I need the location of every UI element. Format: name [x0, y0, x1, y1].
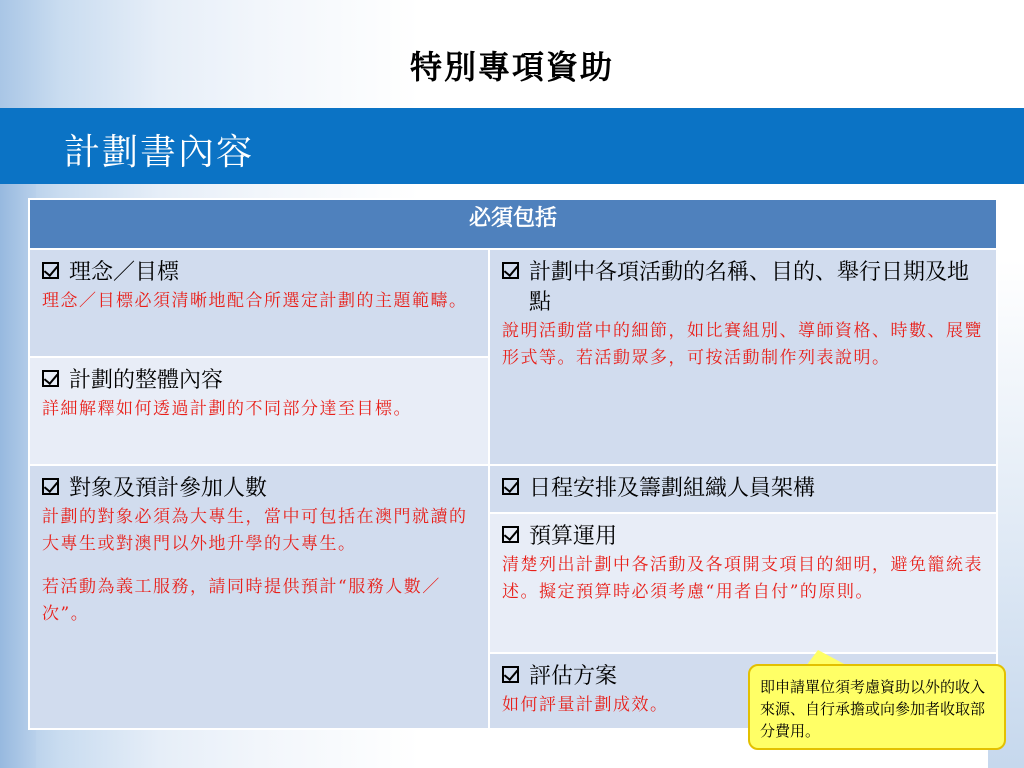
- item-title-goal: 理念／目標: [69, 260, 180, 285]
- checkbox-checked-icon: [502, 666, 519, 683]
- cell-content: [29, 357, 489, 465]
- cell-participants: [29, 465, 489, 729]
- item-desc-evaluation: 如何評量計劃成效。: [502, 695, 669, 715]
- checkbox-checked-icon: [42, 262, 59, 279]
- item-title-participants: 對象及預計參加人數: [69, 476, 268, 501]
- checkbox-checked-icon: [502, 526, 519, 543]
- item-title-evaluation: 評估方案: [529, 664, 618, 689]
- item-desc-content: 詳細解釋如何透過計劃的不同部分達至目標。: [42, 399, 412, 419]
- cell-goal: [29, 249, 489, 357]
- callout-note: 即申請單位須考慮資助以外的收入來源、自行承擔或向參加者收取部分費用。: [748, 664, 1006, 750]
- cell-activities: [489, 249, 997, 465]
- item-title-activities: 計劃中各項活動的名稱、目的、舉行日期及地點: [529, 260, 970, 315]
- item-desc-participants: 計劃的對象必須為大專生，當中可包括在澳門就讀的大專生或對澳門以外地升學的大專生。: [42, 507, 468, 554]
- checkbox-checked-icon: [502, 262, 519, 279]
- section-title: 計劃書內容: [64, 132, 255, 173]
- requirements-table: [28, 198, 998, 730]
- item-title-content: 計劃的整體內容: [69, 368, 224, 393]
- item-desc-activities: 說明活動當中的細節，如比賽組別、導師資格、時數、展覽形式等。若活動眾多，可按活動制作列表說明。: [502, 321, 983, 368]
- item-desc-budget: 清楚列出計劃中各活動及各項開支項目的細明，避免籠統表述。擬定預算時必須考慮“用者自付”的原則。: [502, 555, 983, 602]
- item-desc-volunteer: 若活動為義工服務，請同時提供預計“服務人數／次”。: [42, 577, 441, 624]
- checkbox-checked-icon: [502, 478, 519, 495]
- checkbox-checked-icon: [42, 370, 59, 387]
- checkbox-checked-icon: [42, 478, 59, 495]
- cell-schedule: [489, 465, 997, 513]
- item-title-budget: 預算運用: [529, 524, 618, 549]
- item-desc-goal: 理念／目標必須清晰地配合所選定計劃的主題範疇。: [42, 291, 468, 311]
- cell-budget: [489, 513, 997, 653]
- table-header: 必須包括: [29, 199, 997, 249]
- item-title-schedule: 日程安排及籌劃組織人員架構: [529, 476, 816, 501]
- slide-title: 特別專項資助: [409, 48, 614, 86]
